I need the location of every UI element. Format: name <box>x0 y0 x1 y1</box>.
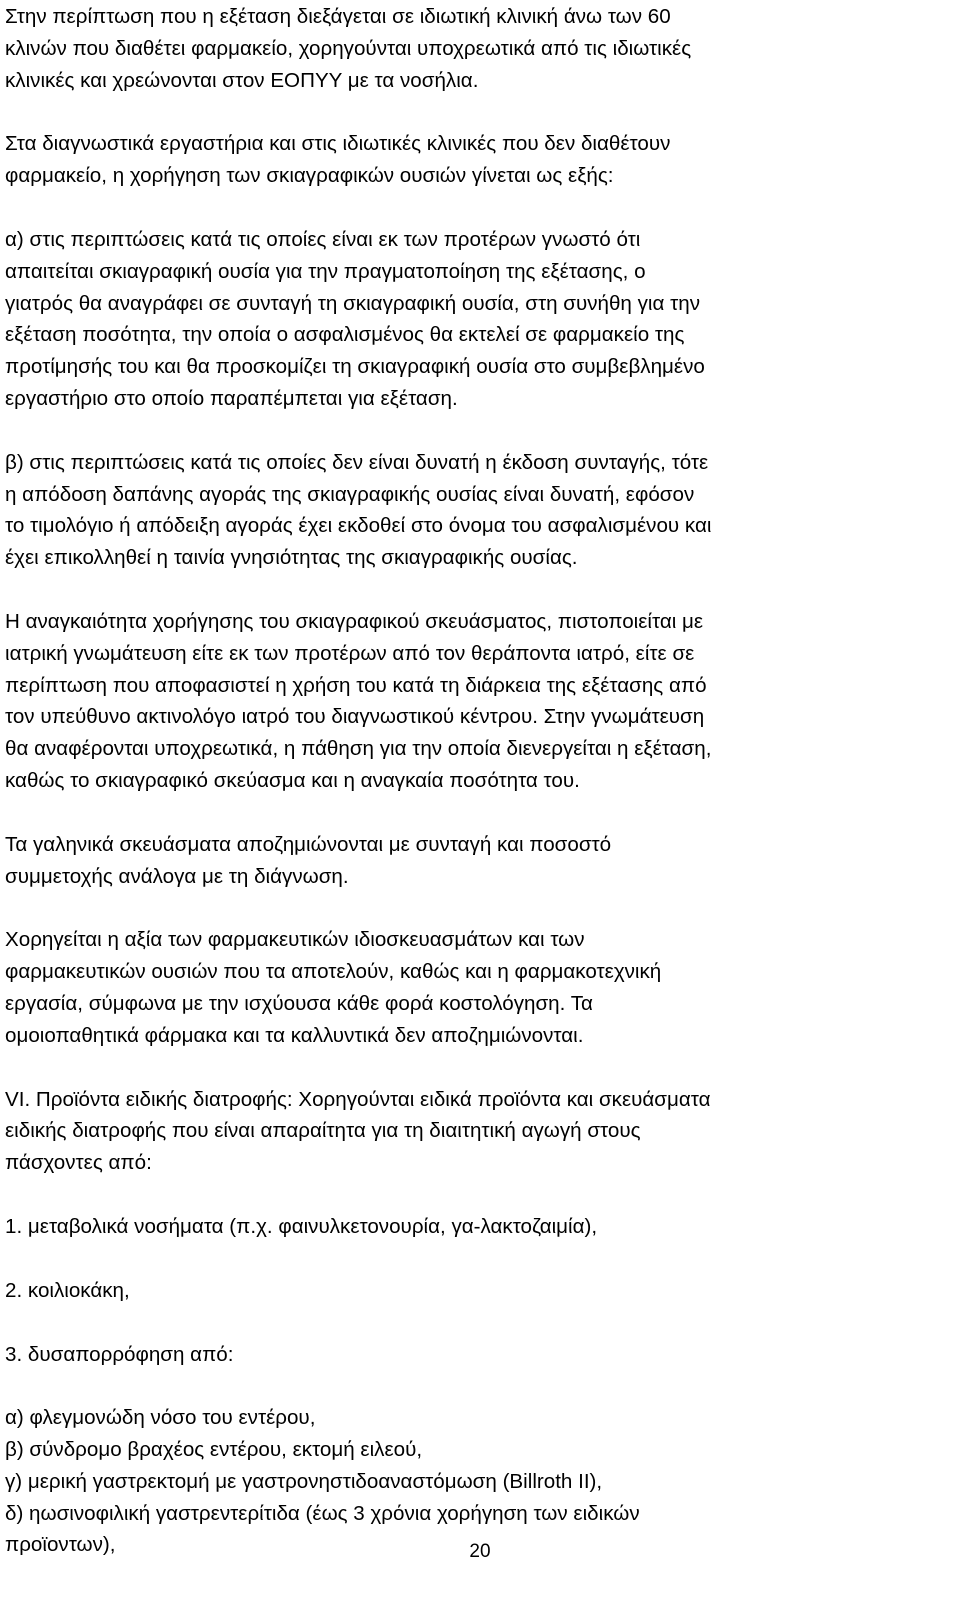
paragraph-pharmaceuticals: Χορηγείται η αξία των φαρμακευτικών ιδιοσκευασμάτων και των φαρμακευτικών ουσιών που τα αποτελούν, καθώς και η φαρμακοτεχνική εργασία, σύμφωνα με την ισχύουσα κάθε φορά κοστολόγηση. Τα ομοιοπαθητικά φάρμακα και τα καλλυντικά δεν αποζημιώνονται. <box>5 928 662 1047</box>
list-item-1: 1. μεταβολικά νοσήματα (π.χ. φαινυλκετονουρία, γα-λακτοζαιμία), <box>5 1214 598 1238</box>
paragraph-necessity: Η αναγκαιότητα χορήγησης του σκιαγραφικού σκευάσματος, πιστοποιείται με ιατρική γνωμάτευση είτε εκ των προτέρων από τον θεράποντα ιατρό, είτε σε περίπτωση που αποφασιστεί η χρήση του κατά τη διάρκεια της εξέτασης από τον υπεύθυνο ακτινολόγο ιατρό του διαγνωστικού κέντρου. Στην γνωμάτευση θα αναφέρονται υποχρεωτικά, η πάθηση για την οποία διενεργείται η εξέταση, καθώς το σκιαγραφικό σκεύασμα και η αναγκαία ποσότητα του. <box>5 609 712 792</box>
paragraph-private-clinic: Στην περίπτωση που η εξέταση διεξάγεται σε ιδιωτική κλινική άνω των 60 κλινών που διαθέτει φαρμακείο, χορηγούνται υποχρεωτικά από τις ιδιωτικές κλινικές και χρεώνονται στον ΕΟΠΥΥ με τα νοσήλια. <box>5 5 692 92</box>
paragraph-case-b: β) στις περιπτώσεις κατά τις οποίες δεν είναι δυνατή η έκδοση συνταγής, τότε η απόδοση δαπάνης αγοράς της σκιαγραφικής ουσίας είναι δυνατή, εφόσον το τιμολόγιο ή απόδειξη αγοράς έχει εκδοθεί στο όνομα του ασφαλισμένου και έχει επικολληθεί η ταινία γνησιότητας της σκιαγραφικής ουσίας. <box>5 450 712 570</box>
list-item-2: 2. κοιλιοκάκη, <box>5 1278 130 1302</box>
section-vi-heading: VI. Προϊόντα ειδικής διατροφής: Χορηγούνται ειδικά προϊόντα και σκευάσματα ειδικής διατροφής που είναι απαραίτητα για τη διαιτητική αγωγή στους πάσχοντες από: <box>5 1087 711 1175</box>
list-subitems: α) φλεγμονώδη νόσο του εντέρου, β) σύνδρομο βραχέος εντέρου, εκτομή ειλεού, γ) μερική γαστρεκτομή με γαστρονηστιδοαναστόμωση (Billroth II), δ) ηωσινοφιλική γαστρεντερίτιδα (έως 3 χρόνια χορήγηση των ειδικών προϊοντων), <box>5 1406 640 1557</box>
paragraph-diagnostic-labs: Στα διαγνωστικά εργαστήρια και στις ιδιωτικές κλινικές που δεν διαθέτουν φαρμακείο, η χορήγηση των σκιαγραφικών ουσιών γίνεται ως εξής: <box>5 132 671 188</box>
list-item-3: 3. δυσαπορρόφηση από: <box>5 1342 234 1366</box>
document-body <box>5 0 950 1561</box>
page-number: 20 <box>469 1541 491 1562</box>
paragraph-case-a: α) στις περιπτώσεις κατά τις οποίες είναι εκ των προτέρων γνωστό ότι απαιτείται σκιαγραφική ουσία για την πραγματοποίηση της εξέτασης, ο γιατρός θα αναγράφει σε συνταγή τη σκιαγραφική ουσία, στη συνήθη για την εξέταση ποσότητα, την οποία ο ασφαλισμένος θα εκτελεί σε φαρμακείο της προτίμησής του και θα προσκομίζει τη σκιαγραφική ουσία στο συμβεβλημένο εργαστήριο στο οποίο παραπέμπεται για εξέταση. <box>5 227 705 410</box>
paragraph-galenic: Τα γαληνικά σκευάσματα αποζημιώνονται με συνταγή και ποσοστό συμμετοχής ανάλογα με τη διάγνωση. <box>5 832 612 888</box>
